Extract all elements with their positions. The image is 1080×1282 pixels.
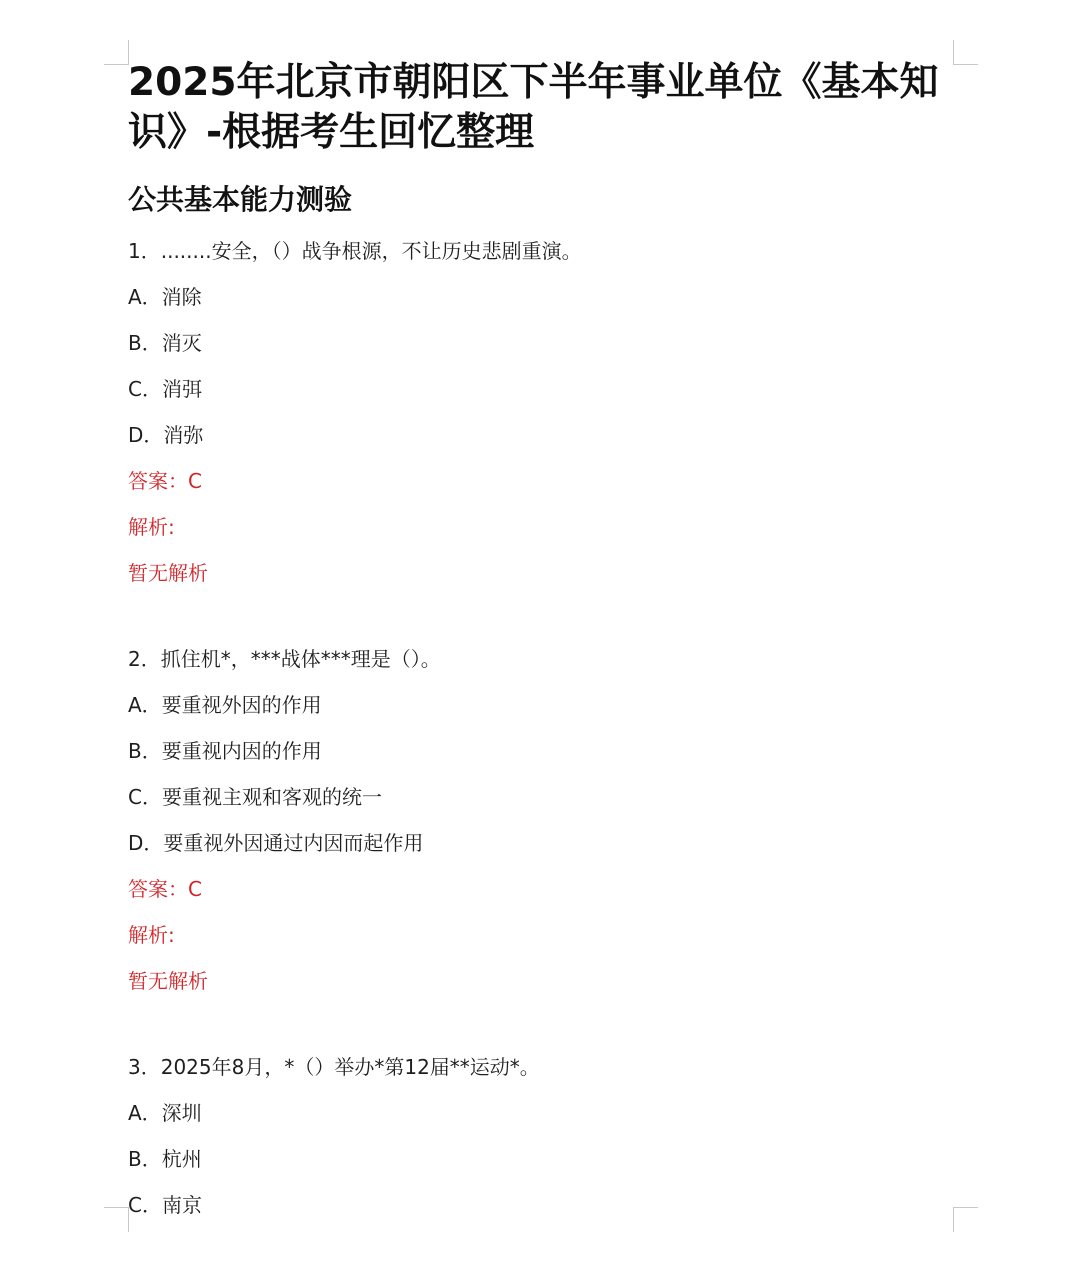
analysis-label: 解析: [128,515,175,539]
option-a: A．要重视外因的作用 [128,693,322,717]
option-c: C．南京 [128,1193,202,1217]
option-b: B．消灭 [128,331,202,355]
option-a: A．消除 [128,285,202,309]
analysis-text: 暂无解析 [128,969,208,993]
option-d: D．要重视外因通过内因而起作用 [128,831,424,855]
answer: 答案：C [128,877,202,901]
document-title: 2025年北京市朝阳区下半年事业单位《基本知识》-根据考生回忆整理 [128,60,939,155]
crop-mark-bottom-right [953,1207,978,1232]
crop-mark-top-left [104,40,129,65]
option-b: B．要重视内因的作用 [128,739,322,763]
analysis-label: 解析: [128,923,175,947]
analysis-text: 暂无解析 [128,561,208,585]
document-content [128,58,948,1228]
question-3 [128,1044,948,1228]
question-stem: 3．2025年8月，*（）举办*第12届**运动*。 [128,1055,540,1079]
option-c: C．要重视主观和客观的统一 [128,785,382,809]
section-title: 公共基本能力测验 [128,183,353,216]
option-a: A．深圳 [128,1101,202,1125]
option-c: C．消弭 [128,377,202,401]
crop-mark-bottom-left [104,1207,129,1232]
question-stem: 1．........安全，（）战争根源，不让历史悲剧重演。 [128,239,582,263]
crop-mark-top-right [953,40,978,65]
option-d: D．消弥 [128,423,204,447]
question-2 [128,636,948,1004]
answer: 答案：C [128,469,202,493]
question-stem: 2．抓住机*，***战体***理是（）。 [128,647,441,671]
option-b: B．杭州 [128,1147,202,1171]
question-1 [128,228,948,596]
